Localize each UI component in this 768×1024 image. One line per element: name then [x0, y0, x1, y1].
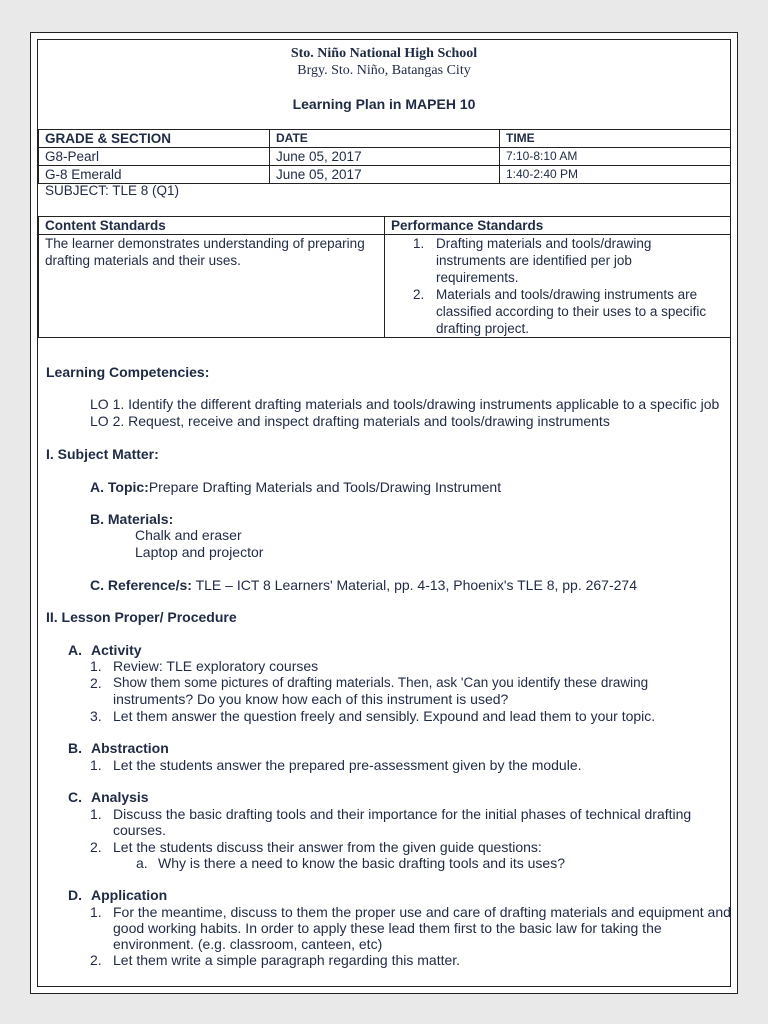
- application-item-cont: good working habits. In order to apply these lead them first to the basic law for taking the: [113, 920, 662, 936]
- activity-item-cont: instruments? Do you know how each of this instrument is used?: [113, 691, 509, 707]
- subject-matter-heading: I. Subject Matter:: [46, 446, 159, 462]
- info-table: [38, 129, 731, 184]
- list-number: 1.: [413, 236, 425, 251]
- table-row: [39, 148, 731, 166]
- list-line: instruments are identified per job: [436, 253, 632, 268]
- reference-text: TLE – ICT 8 Learners' Material, pp. 4-13, Phoenix's TLE 8, pp. 267-274: [195, 577, 637, 593]
- activity-heading: Activity: [91, 642, 142, 658]
- list-item: [391, 235, 724, 286]
- list-number: 1.: [90, 904, 102, 920]
- content-text-line: drafting materials and their uses.: [45, 253, 241, 268]
- analysis-sub-item: Why is there a need to know the basic drafting tools and its uses?: [158, 855, 566, 871]
- cell-date: June 05, 2017: [270, 166, 500, 184]
- material-item: Laptop and projector: [135, 544, 264, 560]
- activity-item: Show them some pictures of drafting materials. Then, ask 'Can you identify these drawing: [113, 675, 649, 690]
- header-date: DATE: [270, 130, 500, 148]
- list-line: classified according to their uses to a specific: [436, 304, 707, 319]
- school-address: Brgy. Sto. Niño, Batangas City: [297, 63, 471, 78]
- list-number: 2.: [413, 287, 425, 302]
- list-line: requirements.: [436, 270, 519, 285]
- analysis-heading: Analysis: [91, 789, 149, 805]
- lo1: LO 1. Identify the different drafting materials and tools/drawing instruments applicable to a specific job: [90, 396, 720, 412]
- list-number: 1.: [90, 757, 102, 773]
- application-letter: D.: [68, 887, 82, 903]
- cell-section: G8-Pearl: [39, 148, 270, 166]
- abstraction-letter: B.: [68, 740, 82, 756]
- activity-letter: A.: [68, 642, 82, 658]
- application-item-cont: environment. (e.g. classroom, canteen, etc): [113, 936, 383, 952]
- list-number: 2.: [90, 952, 102, 968]
- reference-label: C. Reference/s:: [90, 577, 192, 593]
- school-name: Sto. Niño National High School: [290, 46, 478, 61]
- cell-time: 1:40-2:40 PM: [500, 166, 731, 184]
- list-line: drafting project.: [436, 321, 530, 336]
- standards-table: [38, 216, 731, 338]
- cell-time: 7:10-8:10 AM: [500, 148, 731, 166]
- reference-line: [90, 577, 637, 593]
- table-row: [39, 166, 731, 184]
- plan-title: Learning Plan in MAPEH 10: [292, 96, 476, 112]
- activity-item: Let them answer the question freely and sensibly. Expound and lead them to your topic.: [113, 708, 656, 724]
- analysis-letter: C.: [68, 789, 82, 805]
- performance-standards-cell: [385, 235, 731, 338]
- competencies-heading: Learning Competencies:: [46, 364, 210, 380]
- cell-section: G-8 Emerald: [39, 166, 270, 184]
- abstraction-heading: Abstraction: [91, 740, 169, 756]
- content-standards-cell: [39, 235, 385, 338]
- list-number: 2.: [90, 839, 102, 855]
- list-line: Drafting materials and tools/drawing: [436, 236, 652, 251]
- lesson-heading: II. Lesson Proper/ Procedure: [46, 609, 237, 625]
- analysis-item: Let the students discuss their answer from the given guide questions:: [113, 839, 542, 855]
- list-number: 3.: [90, 708, 102, 724]
- list-line: Materials and tools/drawing instruments are: [436, 287, 698, 302]
- list-number: 1.: [90, 658, 102, 674]
- analysis-item-cont: courses.: [113, 822, 166, 838]
- cell-date: June 05, 2017: [270, 148, 500, 166]
- abstraction-item: Let the students answer the prepared pre-assessment given by the module.: [113, 757, 582, 773]
- topic-line: [90, 479, 501, 495]
- header-time: TIME: [500, 130, 731, 148]
- application-item: For the meantime, discuss to them the proper use and care of drafting materials and equipment and: [113, 904, 731, 920]
- analysis-sub-letter: a.: [136, 855, 148, 871]
- materials-label: B. Materials:: [90, 511, 174, 527]
- lo2: LO 2. Request, receive and inspect drafting materials and tools/drawing instruments: [90, 413, 610, 429]
- list-number: 2.: [90, 675, 102, 691]
- material-item: Chalk and eraser: [135, 527, 242, 543]
- topic-label: A. Topic:: [90, 479, 149, 495]
- activity-item: Review: TLE exploratory courses: [113, 658, 319, 674]
- list-item: [391, 286, 724, 337]
- performance-standards-header: Performance Standards: [385, 217, 731, 235]
- content-standards-header: Content Standards: [39, 217, 385, 235]
- header-grade-section: GRADE & SECTION: [39, 130, 270, 148]
- analysis-item: Discuss the basic drafting tools and their importance for the initial phases of technical drafting: [113, 806, 692, 822]
- subject-line: SUBJECT: TLE 8 (Q1): [45, 183, 180, 198]
- application-heading: Application: [91, 887, 168, 903]
- topic-text: Prepare Drafting Materials and Tools/Drawing Instrument: [148, 479, 502, 495]
- application-item: Let them write a simple paragraph regarding this matter.: [113, 952, 461, 968]
- content-text-line: The learner demonstrates understanding of preparing: [45, 236, 365, 251]
- list-number: 1.: [90, 806, 102, 822]
